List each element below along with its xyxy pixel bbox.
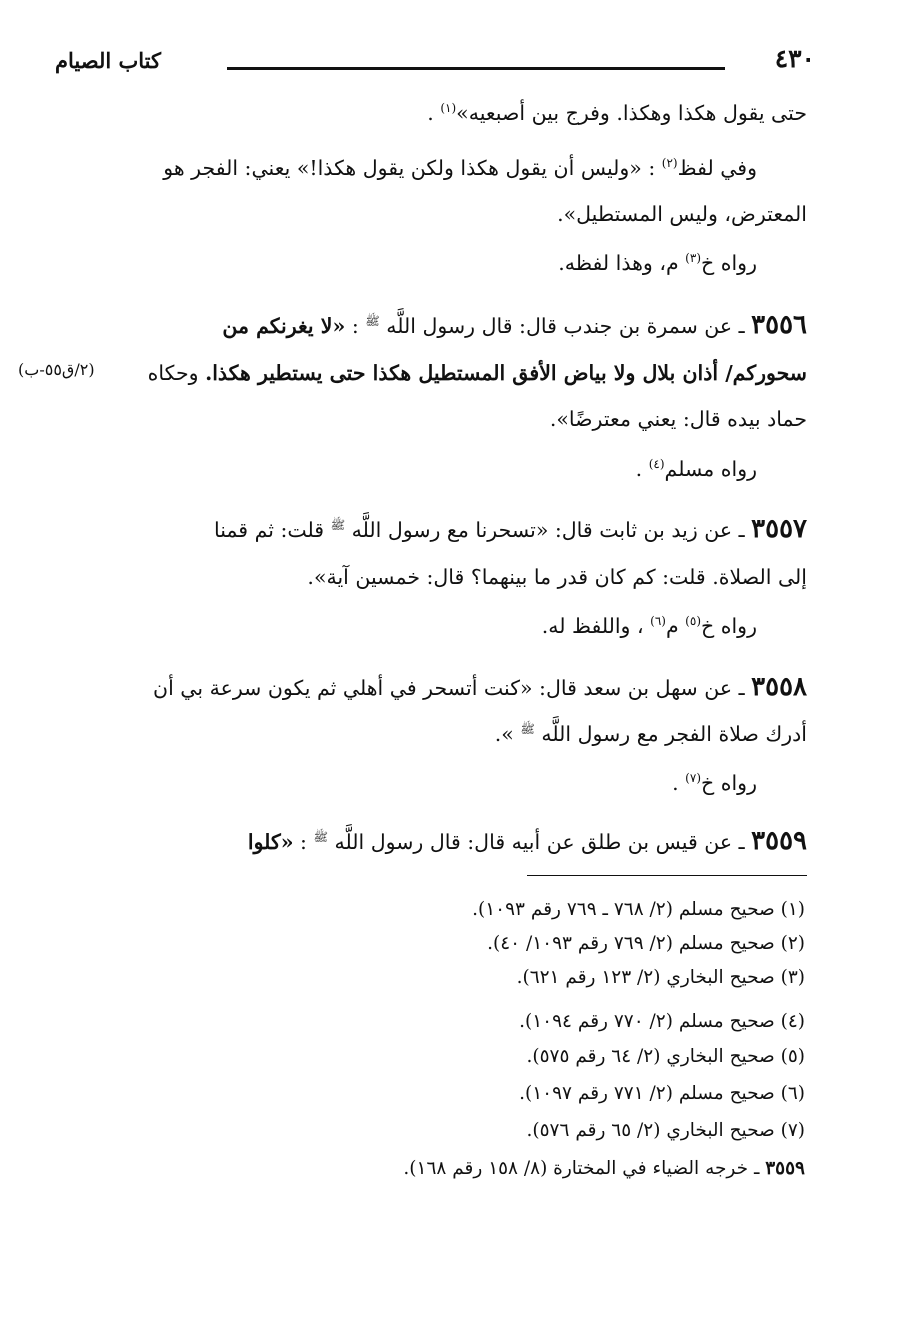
hadith-number: ٣٥٥٦ xyxy=(751,310,807,340)
hadith-3557-line-2 xyxy=(307,562,807,592)
text-segment: ـ عن سهل بن سعد قال: «كنت أتسحر في أهلي ثم يكون سرعة بي أن xyxy=(153,676,752,700)
footnote-7: (٧) صحيح البخاري (٢/ ٦٥ رقم ٥٧٦). xyxy=(526,1120,805,1141)
footnote-ref: (٧) xyxy=(685,771,701,786)
text-segment: رواه خ xyxy=(701,614,757,638)
text-segment: ـ عن سمرة بن جندب قال: قال رسول اللَّه xyxy=(379,314,752,338)
hadith-number: ٣٥٥٩ xyxy=(751,826,807,856)
text-segment: قلت: ثم قمنا xyxy=(213,518,331,542)
text-segment: وحكاه xyxy=(147,361,206,385)
text-segment: حماد بيده قال: يعني معترضًا». xyxy=(549,407,807,431)
hadith-3557-line-1 xyxy=(214,514,807,545)
footnote-ref: (٤) xyxy=(648,457,665,472)
text-line xyxy=(427,98,807,128)
manuscript-margin-note: (٢/ق٥٥-ب) xyxy=(18,360,95,379)
hadith-number: ٣٥٥٨ xyxy=(751,672,807,702)
text-segment: . xyxy=(427,101,441,125)
footnote-2: (٢) صحيح مسلم (٢/ ٧٦٩ رقم ١٠٩٣/ ٤٠). xyxy=(487,933,805,954)
text-segment: رواه خ xyxy=(701,251,757,275)
hadith-3558-line-1 xyxy=(153,672,807,703)
text-segment: ، واللفظ له. xyxy=(541,614,651,638)
text-segment: . xyxy=(672,771,686,795)
footnote-ref: (٣) xyxy=(685,251,701,266)
text-segment: : «وليس أن يقول هكذا ولكن يقول هكذا!» يعني: الفجر هو xyxy=(163,156,662,180)
text-segment: م، وهذا لفظه. xyxy=(558,251,686,275)
hadith-3556-line-3 xyxy=(550,404,807,434)
hadith-text: سحوركم/ أذان بلال ولا بياض الأفق المستطيل هكذا حتى يستطير هكذا. xyxy=(205,361,807,385)
text-line xyxy=(557,199,807,229)
salutation-glyph: ﷺ xyxy=(365,314,380,329)
hadith-3557-source xyxy=(542,611,757,641)
text-segment: رواه مسلم xyxy=(664,457,757,481)
final-note xyxy=(403,1155,805,1183)
footnote-3: (٣) صحيح البخاري (٢/ ١٢٣ رقم ٦٢١). xyxy=(516,967,805,988)
text-segment: ـ عن قيس بن طلق عن أبيه قال: قال رسول اللَّه xyxy=(327,830,752,854)
text-segment: م xyxy=(665,614,686,638)
hadith-3556-line-1 xyxy=(222,310,807,341)
salutation-glyph: ﷺ xyxy=(330,518,346,533)
text-segment: أدرك صلاة الفجر مع رسول اللَّه xyxy=(534,722,807,746)
footnote-4: (٤) صحيح مسلم (٢/ ٧٧٠ رقم ١٠٩٤). xyxy=(519,1011,805,1032)
hadith-3556-source xyxy=(636,454,757,484)
page-number: ٤٣٠ xyxy=(774,44,815,73)
footnote-6: (٦) صحيح مسلم (٢/ ٧٧١ رقم ١٠٩٧). xyxy=(519,1083,805,1104)
text-segment: المعترض، وليس المستطيل». xyxy=(557,202,807,226)
hadith-number: ٣٥٥٧ xyxy=(751,514,807,544)
footnote-ref: (٢) xyxy=(661,156,678,171)
text-segment: . xyxy=(635,457,649,481)
text-segment: وفي لفظ xyxy=(677,156,757,180)
text-segment: : xyxy=(293,830,314,854)
text-segment: رواه خ xyxy=(701,771,757,795)
text-segment: : xyxy=(345,314,366,338)
final-note-number: ٣٥٥٩ xyxy=(765,1158,805,1179)
running-title: كتاب الصيام xyxy=(55,48,161,73)
footnote-separator xyxy=(527,875,807,876)
text-segment: حتى يقول هكذا وهكذا. وفرج بين أصبعيه» xyxy=(456,101,807,125)
hadith-text: «كلوا xyxy=(247,830,294,854)
hadith-3558-line-2 xyxy=(495,719,807,749)
text-segment: ». xyxy=(494,722,521,746)
footnote-ref: (٦) xyxy=(650,614,666,629)
hadith-3556-line-2 xyxy=(148,358,807,388)
text-line xyxy=(558,248,757,278)
hadith-3558-source xyxy=(672,768,757,798)
salutation-glyph: ﷺ xyxy=(313,830,328,845)
footnote-ref: (٥) xyxy=(685,614,701,629)
text-line xyxy=(163,153,757,183)
header-rule xyxy=(227,67,725,70)
footnote-ref: (١) xyxy=(440,101,457,116)
hadith-text: «لا يغرنكم من xyxy=(222,314,346,338)
final-note-text: ـ خرجه الضياء في المختارة (٨/ ١٥٨ رقم ١٦٨). xyxy=(403,1158,766,1179)
text-segment: ـ عن زيد بن ثابت قال: «تسحرنا مع رسول اللَّه xyxy=(345,518,752,542)
footnote-1: (١) صحيح مسلم (٢/ ٧٦٨ ـ ٧٦٩ رقم ١٠٩٣). xyxy=(472,899,805,920)
hadith-3559-line-1 xyxy=(248,826,807,857)
footnote-5: (٥) صحيح البخاري (٢/ ٦٤ رقم ٥٧٥). xyxy=(526,1046,805,1067)
page-header xyxy=(55,44,815,84)
text-segment: إلى الصلاة. قلت: كم كان قدر ما بينهما؟ قال: خمسين آية». xyxy=(307,565,807,589)
salutation-glyph: ﷺ xyxy=(520,722,535,737)
